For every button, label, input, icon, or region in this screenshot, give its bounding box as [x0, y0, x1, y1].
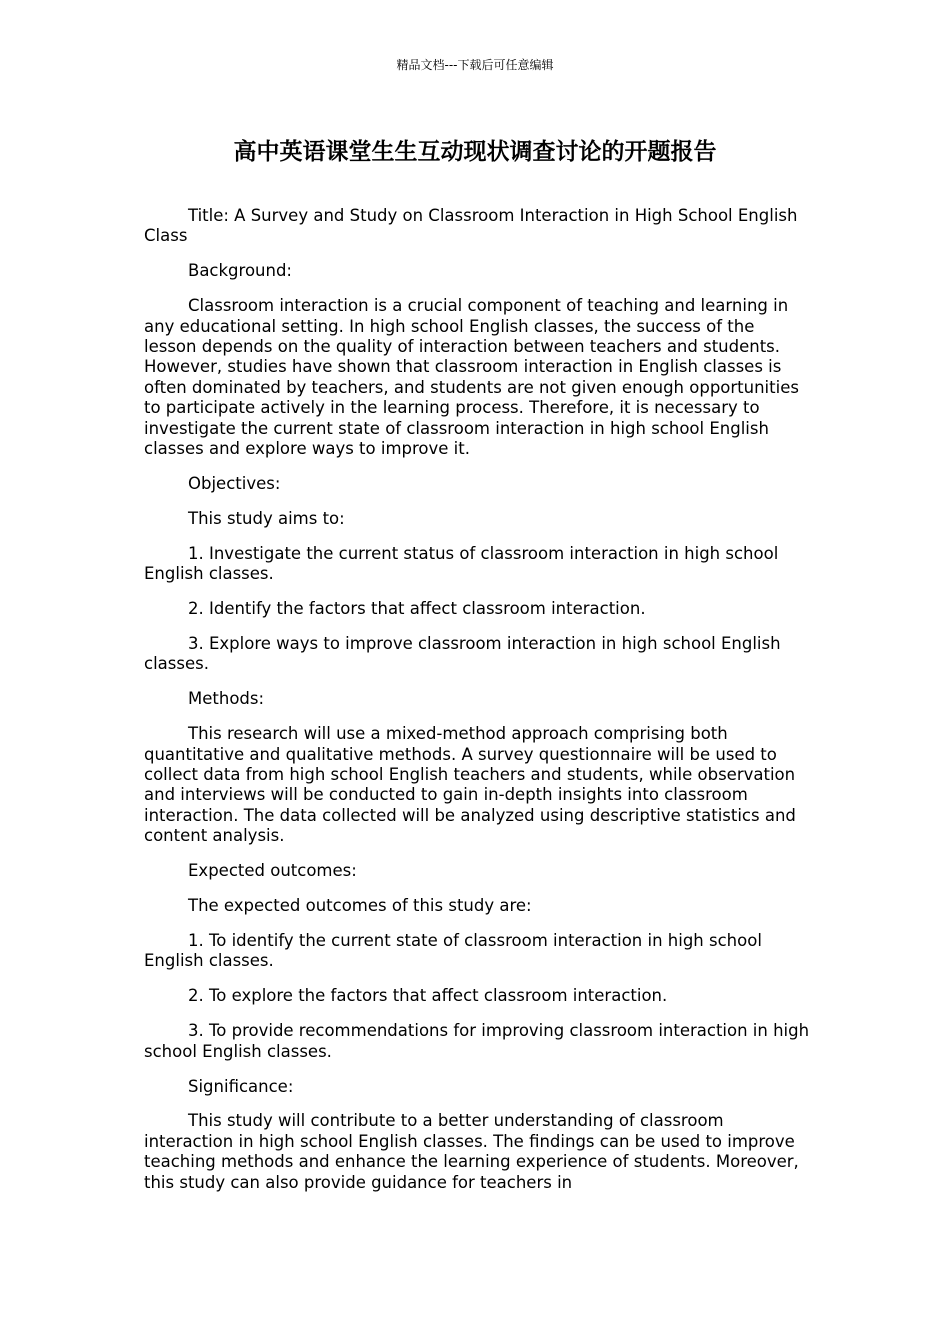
outcome-item: 3. To provide recommendations for improving classroom interaction in high school English classes. — [144, 1021, 810, 1061]
title-line: Title: A Survey and Study on Classroom Interaction in High School English Class — [144, 206, 798, 246]
objectives-heading: Objectives: — [188, 473, 281, 493]
objective-item: 3. Explore ways to improve classroom interaction in high school English classes. — [144, 634, 781, 674]
document-title: 高中英语课堂生生互动现状调查讨论的开题报告 — [233, 139, 717, 165]
page-header: 精品文档---下载后可任意编辑 — [396, 58, 554, 72]
background-paragraph: Classroom interaction is a crucial component of teaching and learning in any educational setting. In high school English classes, the success of the lesson depends on the quality of interaction between teachers and students. However, studies have shown that classroom interaction in English classes is often dominated by teachers, and students are not given enough opportunities to participate actively in the learning process. Therefore, it is necessary to investigate the current state of classroom interaction in high school English classes and explore ways to improve it. — [144, 296, 799, 459]
document-body — [144, 206, 812, 1208]
objectives-intro: This study aims to: — [188, 508, 345, 528]
outcomes-heading: Expected outcomes: — [188, 861, 357, 881]
objective-item: 1. Investigate the current status of classroom interaction in high school English classes. — [144, 543, 779, 584]
methods-paragraph: This research will use a mixed-method approach comprising both quantitative and qualitative methods. A survey questionnaire will be used to collect data from high school English teachers and students, while observation and interviews will be conducted to gain in-depth insights into classroom interaction. The data collected will be analyzed using descriptive statistics and content analysis. — [144, 724, 796, 846]
significance-paragraph: This study will contribute to a better understanding of classroom interaction in high school English classes. The findings can be used to improve teaching methods and enhance the learning experience of students. Moreover, this study can also provide guidance for teachers in — [144, 1111, 799, 1192]
methods-heading: Methods: — [188, 689, 265, 709]
outcomes-intro: The expected outcomes of this study are: — [188, 896, 532, 916]
outcome-item: 2. To explore the factors that affect classroom interaction. — [188, 986, 668, 1006]
significance-heading: Significance: — [188, 1076, 294, 1096]
objective-item: 2. Identify the factors that affect classroom interaction. — [188, 599, 646, 619]
background-heading: Background: — [188, 261, 292, 281]
outcome-item: 1. To identify the current state of classroom interaction in high school English classes. — [144, 930, 762, 971]
